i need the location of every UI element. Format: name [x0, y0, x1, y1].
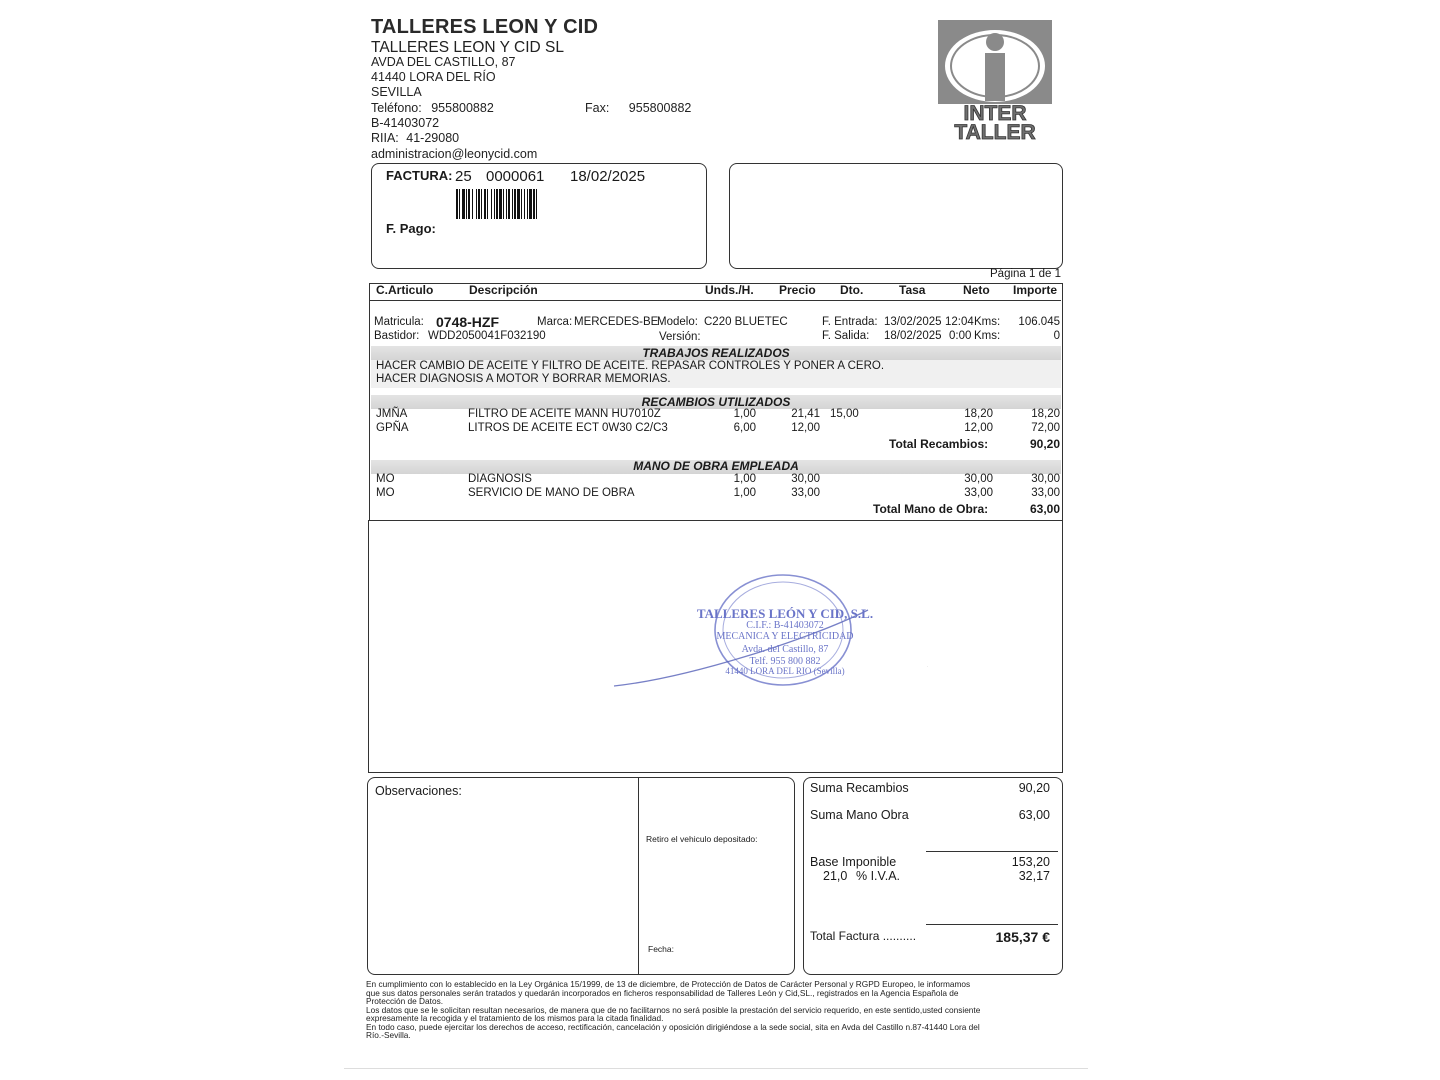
- mano-precio: 33,00: [791, 487, 820, 499]
- trabajos-title: TRABAJOS REALIZADOS: [642, 346, 790, 360]
- customer-box: [729, 163, 1063, 269]
- mano-neto: 33,00: [964, 487, 993, 499]
- matricula-label: Matricula:: [374, 316, 424, 328]
- riia-value: 41-29080: [406, 131, 460, 145]
- mano-descripcion: DIAGNOSIS: [468, 473, 532, 485]
- recambio-importe: 72,00: [1031, 422, 1060, 434]
- riia-label: RIIA:: [371, 131, 399, 145]
- kms-value: 106.045: [1018, 316, 1060, 328]
- logo-text-line2: TALLER: [954, 121, 1036, 142]
- iva-label: % I.V.A.: [856, 869, 901, 883]
- mano-descripcion: SERVICIO DE MANO DE OBRA: [468, 487, 635, 499]
- header-unds: Unds./H.: [705, 283, 754, 297]
- fecha-label: Fecha:: [648, 944, 674, 954]
- observaciones-box: [367, 777, 795, 975]
- company-legal-name: TALLERES LEON Y CID SL: [371, 39, 564, 56]
- stamp-line6: 41440 LORA DEL RIO (Sevilla): [725, 666, 845, 676]
- logo-text-line1: INTER: [963, 102, 1027, 125]
- barcode-bar: [537, 189, 539, 219]
- stamp-line4: Avda. del Castillo, 87: [741, 644, 829, 655]
- stamp-line1: TALLERES LEÓN Y CID, S.L.: [696, 606, 874, 621]
- salida-value: 18/02/2025: [884, 330, 942, 342]
- marca-label: Marca:: [537, 316, 573, 328]
- recambios-title: RECAMBIOS UTILIZADOS: [641, 395, 791, 409]
- observaciones-label: Observaciones:: [375, 784, 462, 798]
- recambio-dto: 15,00: [830, 408, 859, 420]
- total-label: Total Factura ..........: [810, 929, 917, 943]
- total-value: 185,37 €: [995, 929, 1050, 945]
- modelo-value: C220 BLUETEC: [704, 316, 788, 328]
- fpago-label: F. Pago:: [386, 221, 436, 236]
- bastidor-label: Bastidor:: [374, 330, 420, 342]
- version-label: Versión:: [659, 331, 701, 343]
- trabajo-line: HACER DIAGNOSIS A MOTOR Y BORRAR MEMORIAS.: [376, 373, 671, 385]
- legal-notice: [366, 980, 986, 1040]
- phone-label: Teléfono:: [371, 101, 422, 115]
- recambio-unds: 6,00: [733, 422, 756, 434]
- kms-label-2: Kms:: [974, 330, 1001, 342]
- iva-value: 32,17: [1018, 869, 1050, 883]
- suma-mano-value: 63,00: [1018, 808, 1050, 822]
- bastidor-value: WDD2050041F032190: [428, 330, 546, 342]
- invoice-date: 18/02/2025: [570, 168, 646, 185]
- mano-title: MANO DE OBRA EMPLEADA: [633, 459, 799, 473]
- company-address: AVDA DEL CASTILLO, 87: [371, 55, 516, 69]
- mano-precio: 30,00: [791, 473, 820, 485]
- summary-divider: [926, 924, 1058, 925]
- company-cif: B-41403072: [371, 116, 440, 130]
- header-importe: Importe: [1013, 283, 1058, 297]
- marca-value: MERCEDES-BE: [574, 316, 659, 328]
- phone-value: 955800882: [431, 101, 494, 115]
- recambio-precio: 12,00: [791, 422, 820, 434]
- table-header: [369, 283, 1061, 301]
- mano-unds: 1,00: [733, 473, 756, 485]
- total-recambios-label: Total Recambios:: [889, 437, 989, 451]
- recambio-descripcion: LITROS DE ACEITE ECT 0W30 C2/C3: [468, 422, 668, 434]
- retiro-label: Retiro el vehiculo depositado:: [646, 834, 758, 844]
- header-dto: Dto.: [840, 283, 864, 297]
- salida-label: F. Salida:: [822, 330, 870, 342]
- trabajo-line: HACER CAMBIO DE ACEITE Y FILTRO DE ACEITE. REPASAR CONTROLES Y PONER A CERO.: [376, 360, 885, 372]
- entrada-time: 12:04: [945, 316, 974, 328]
- company-email: administracion@leonycid.com: [371, 147, 538, 161]
- invoice-number: 0000061: [486, 168, 545, 185]
- header-tasa: Tasa: [899, 283, 926, 297]
- recambio-descripcion: FILTRO DE ACEITE MANN HU7010Z: [468, 408, 661, 420]
- company-stamp: [608, 570, 928, 700]
- mano-codigo: MO: [376, 473, 395, 485]
- company-postal-city: 41440 LORA DEL RÍO: [371, 70, 496, 84]
- total-recambios-value: 90,20: [1029, 437, 1060, 451]
- suma-recambios-label: Suma Recambios: [810, 781, 909, 795]
- recambio-precio: 21,41: [791, 408, 820, 420]
- mano-codigo: MO: [376, 487, 395, 499]
- company-province: SEVILLA: [371, 85, 422, 99]
- matricula-value: 0748-HZF: [436, 314, 500, 330]
- kms-label: Kms:: [974, 316, 1001, 328]
- fax-label: Fax:: [585, 101, 610, 115]
- header-neto: Neto: [963, 283, 990, 297]
- recambio-codigo: GPÑA: [376, 422, 409, 434]
- mano-neto: 30,00: [964, 473, 993, 485]
- page-number: Página 1 de 1: [990, 268, 1061, 280]
- invoice-info-box: [371, 163, 707, 269]
- company-phone-row: [371, 101, 494, 115]
- recambio-codigo: JMÑA: [376, 408, 408, 420]
- kms-value-2: 0: [1053, 330, 1060, 342]
- fax-value: 955800882: [628, 101, 692, 115]
- legal-paragraph: En todo caso, puede ejercitar los derechos de acceso, rectificación, cancelación y oposición dirigiéndose a la sede social, sita en Avda del Castillo n.87-41440 Lora del Río.-Sevilla.: [366, 1021, 980, 1040]
- factura-label: FACTURA:: [386, 168, 453, 183]
- header-descripcion: Descripción: [469, 283, 538, 297]
- recambio-neto: 12,00: [964, 422, 993, 434]
- entrada-label: F. Entrada:: [822, 316, 878, 328]
- entrada-value: 13/02/2025: [884, 316, 942, 328]
- summary-box: [803, 777, 1063, 975]
- header-precio: Precio: [779, 283, 816, 297]
- company-name: TALLERES LEON Y CID: [371, 16, 599, 38]
- base-value: 153,20: [1011, 855, 1050, 869]
- header-codigo: C.Articulo: [376, 283, 434, 297]
- total-mano-value: 63,00: [1029, 502, 1060, 516]
- recambio-unds: 1,00: [733, 408, 756, 420]
- summary-divider: [926, 851, 1058, 852]
- intertaller-logo: [938, 20, 1052, 142]
- modelo-label: Modelo:: [657, 316, 698, 328]
- iva-rate: 21,0: [823, 869, 848, 883]
- legal-paragraph: Los datos que se le solicitan resultan necesarios, de manera que de no facilitarnos no será posible la prestación del servicio requerido, en este sentido,usted consiente expresamente la recogida y el tratamiento de los mismos para la citada finalidad.: [366, 1004, 981, 1023]
- recambio-neto: 18,20: [964, 408, 993, 420]
- stamp-line5: Telf. 955 800 882: [749, 656, 821, 667]
- bottom-edge-line: [344, 1068, 1088, 1069]
- legal-paragraph: En cumplimiento con lo establecido en la Ley Orgánica 15/1999, de 13 de diciembre, de Protección de Datos de Carácter Personal y RGPD Europeo, le informamos que sus datos personales serán tratados y quedarán incorporados en ficheros responsabilidad de Talleres León y Cid,SL., registrados en la Agencia Española de Protección de Datos.: [366, 979, 971, 1006]
- suma-recambios-value: 90,20: [1018, 781, 1050, 795]
- invoice-barcode: [456, 189, 577, 219]
- invoice-series: 25: [455, 168, 472, 185]
- company-riia-row: [371, 131, 459, 145]
- total-mano-label: Total Mano de Obra:: [873, 502, 989, 516]
- stamp-line3: MECANICA Y ELECTRICIDAD: [716, 631, 854, 642]
- salida-time: 0:00: [949, 330, 972, 342]
- stamp-line2: C.I.F.: B-41403072: [746, 620, 824, 631]
- recambio-importe: 18,20: [1031, 408, 1060, 420]
- mano-importe: 33,00: [1031, 487, 1060, 499]
- suma-mano-label: Suma Mano Obra: [810, 808, 909, 822]
- mano-importe: 30,00: [1031, 473, 1060, 485]
- mano-unds: 1,00: [733, 487, 756, 499]
- observaciones-divider: [638, 778, 639, 974]
- base-label: Base Imponible: [810, 855, 897, 869]
- company-fax-row: [585, 101, 691, 115]
